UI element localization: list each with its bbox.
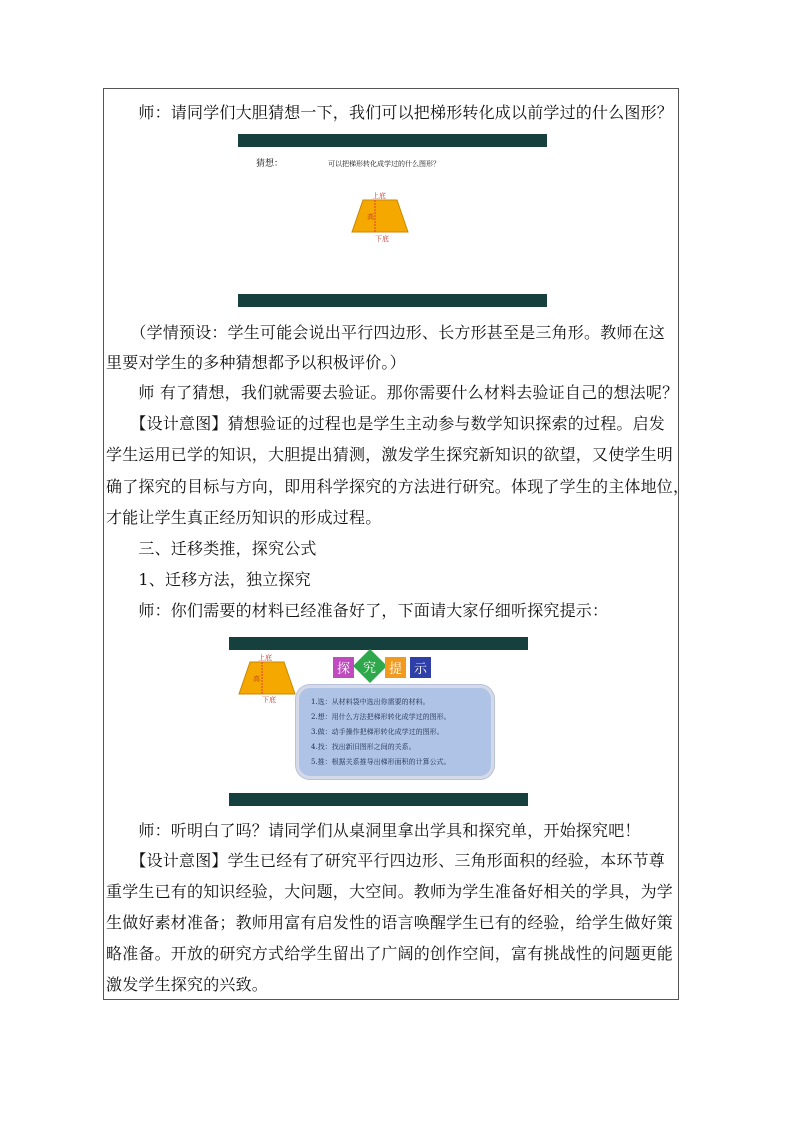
bottom-base-label: 下底 — [375, 235, 389, 243]
top-base-label: 上底 — [258, 654, 272, 662]
height-label: 高 — [253, 675, 260, 683]
paragraph: 才能让学生真正经历知识的形成过程。 — [106, 508, 382, 527]
paragraph: 激发学生探究的兴致。 — [106, 975, 269, 994]
subsection-heading: 1、迁移方法，独立探究 — [106, 570, 311, 589]
bottom-base-label: 下底 — [262, 696, 276, 704]
hint-item: 4.找：找出新旧图形之间的关系。 — [311, 743, 416, 751]
slide-top-bar — [229, 637, 528, 650]
paragraph: 重学生已有的知识经验，大问题，大空间。教师为学生准备好相关的学具，为学 — [106, 882, 674, 901]
paragraph: 里要对学生的多种猜想都予以积极评价。） — [106, 353, 406, 372]
height-label: 高 — [367, 213, 374, 221]
paragraph: 略准备。开放的研究方式给学生留出了广阔的创作空间，富有挑战性的问题更能 — [106, 944, 674, 963]
paragraph: 师：听明白了吗？请同学们从桌洞里拿出学具和探究单，开始探究吧！ — [106, 821, 641, 840]
hint-item: 3.做：动手操作把梯形转化成学过的图形。 — [311, 728, 444, 736]
tile-explore-2: 究 — [362, 661, 376, 676]
hint-box — [296, 685, 494, 779]
paragraph: 确了探究的目标与方向，即用科学探究的方法进行研究。体现了学生的主体地位， — [106, 477, 690, 496]
paragraph: 【设计意图】猜想验证的过程也是学生主动参与数学知识探索的过程。启发 — [106, 414, 666, 433]
tile-hint-1: 提 — [385, 657, 406, 678]
paragraph: 师：请同学们大胆猜想一下，我们可以把梯形转化成以前学过的什么图形？ — [106, 103, 674, 122]
paragraph: 师：你们需要的材料已经准备好了，下面请大家仔细听探究提示： — [106, 601, 609, 620]
tile-hint-2: 示 — [410, 657, 431, 678]
hint-item: 2.想：用什么方法把梯形转化成学过的图形。 — [311, 713, 451, 721]
slide-bottom-bar — [238, 294, 547, 307]
section-heading: 三、迁移类推，探究公式 — [106, 539, 317, 558]
trapezoid-shape — [237, 660, 297, 696]
paragraph: 师 有了猜想，我们就需要去验证。那你需要什么材料去验证自己的想法呢？ — [106, 383, 679, 402]
tile-explore-1: 探 — [333, 657, 354, 678]
paragraph: （学情预设：学生可能会说出平行四边形、长方形甚至是三角形。教师在这 — [106, 323, 666, 342]
guess-question: 可以把梯形转化成学过的什么图形？ — [328, 160, 440, 168]
hint-item: 5.推：根据关系推导出梯形面积的计算公式。 — [311, 758, 451, 766]
guess-label: 猜想： — [256, 159, 284, 169]
trapezoid-shape — [350, 198, 410, 234]
paragraph: 学生运用已学的知识，大胆提出猜测，激发学生探究新知识的欲望，又使学生明 — [106, 445, 674, 464]
top-base-label: 上底 — [372, 192, 386, 200]
hint-item: 1.选：从材料袋中选出你需要的材料。 — [311, 698, 430, 706]
paragraph: 生做好素材准备；教师用富有启发性的语言唤醒学生已有的经验，给学生做好策 — [106, 913, 674, 932]
slide-top-bar — [238, 134, 547, 147]
paragraph: 【设计意图】学生已经有了研究平行四边形、三角形面积的经验，本环节尊 — [106, 851, 666, 870]
slide-bottom-bar — [229, 793, 528, 806]
